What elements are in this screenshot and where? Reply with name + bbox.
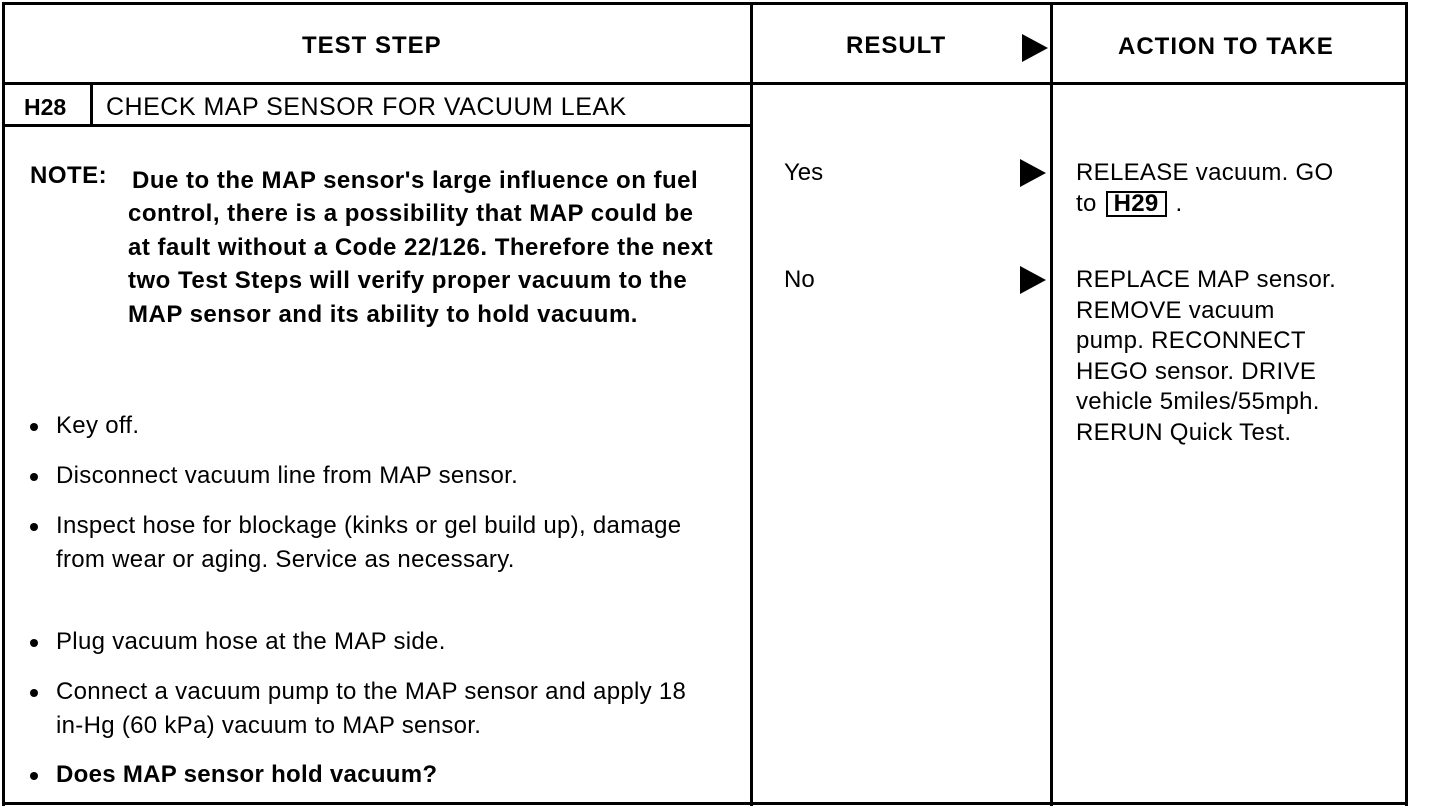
bullet-dot-icon	[30, 523, 38, 531]
result-yes-label: Yes	[784, 159, 824, 186]
result-no-arrow-icon	[1020, 266, 1046, 294]
table-border-bottom	[2, 802, 1408, 805]
note-body: Due to the MAP sensor's large influence on fuel control, there is a possibility that MAP could be at fault without a Code 22/126. Therefore the next two Test Steps will verify proper vacuum to the MAP sensor and its ability to hold vacuum.	[128, 167, 714, 328]
bullet-item	[30, 675, 720, 742]
bullet-dot-icon	[30, 423, 38, 431]
action-no	[1076, 265, 1396, 448]
step-reference-h29[interactable]: H29	[1106, 191, 1167, 217]
step-id: H28	[24, 94, 67, 120]
result-yes-arrow-icon	[1020, 159, 1046, 187]
step-id-divider	[90, 84, 93, 125]
action-no-line: HEGO sensor. DRIVE	[1076, 357, 1317, 385]
action-yes-line: RELEASE vacuum. GO	[1076, 159, 1334, 186]
bullet-text: Key off.	[56, 412, 140, 439]
bullet-dot-icon	[30, 473, 38, 481]
column-divider-result	[750, 2, 753, 806]
action-no-line: vehicle 5miles/55mph.	[1076, 388, 1320, 415]
action-no-line: REMOVE vacuum	[1076, 296, 1275, 324]
bullet-item-question	[30, 758, 720, 792]
bullet-text: Does MAP sensor hold vacuum?	[56, 761, 438, 788]
action-no-line: pump. RECONNECT	[1076, 327, 1306, 354]
bullet-item	[30, 409, 720, 443]
column-divider-action	[1050, 2, 1053, 806]
bullet-dot-icon	[30, 689, 38, 697]
step-title: CHECK MAP SENSOR FOR VACUUM LEAK	[106, 93, 627, 121]
header-action-to-take: ACTION TO TAKE	[1118, 33, 1334, 60]
bullet-text: Disconnect vacuum line from MAP sensor.	[56, 462, 519, 489]
header-test-step: TEST STEP	[302, 32, 442, 59]
action-yes	[1076, 158, 1396, 219]
action-no-line: REPLACE MAP sensor.	[1076, 266, 1337, 293]
bullet-item	[30, 625, 720, 659]
table-border-right	[1405, 2, 1408, 806]
table-border-top	[2, 2, 1408, 5]
note-label: NOTE:	[30, 162, 108, 189]
table-border-left	[2, 2, 5, 806]
bullet-dot-icon	[30, 639, 38, 647]
bullet-text: Inspect hose for blockage (kinks or gel build up), damage from wear or aging. Service as necessary.	[56, 512, 682, 573]
step-title-divider	[2, 124, 751, 127]
action-yes-prefix: to	[1076, 189, 1097, 217]
bullet-dot-icon	[30, 772, 38, 780]
bullet-item	[30, 509, 720, 576]
header-arrow-icon	[1022, 34, 1048, 62]
bullet-text: Plug vacuum hose at the MAP side.	[56, 628, 446, 655]
action-yes-suffix: .	[1175, 189, 1183, 217]
note-text	[128, 164, 718, 331]
bullet-text: Connect a vacuum pump to the MAP sensor and apply 18 in-Hg (60 kPa) vacuum to MAP sensor.	[56, 678, 687, 739]
action-no-line: RERUN Quick Test.	[1076, 418, 1292, 446]
bullet-item	[30, 459, 720, 493]
header-result: RESULT	[846, 32, 947, 59]
result-no-label: No	[784, 266, 815, 293]
header-divider	[2, 82, 1408, 85]
